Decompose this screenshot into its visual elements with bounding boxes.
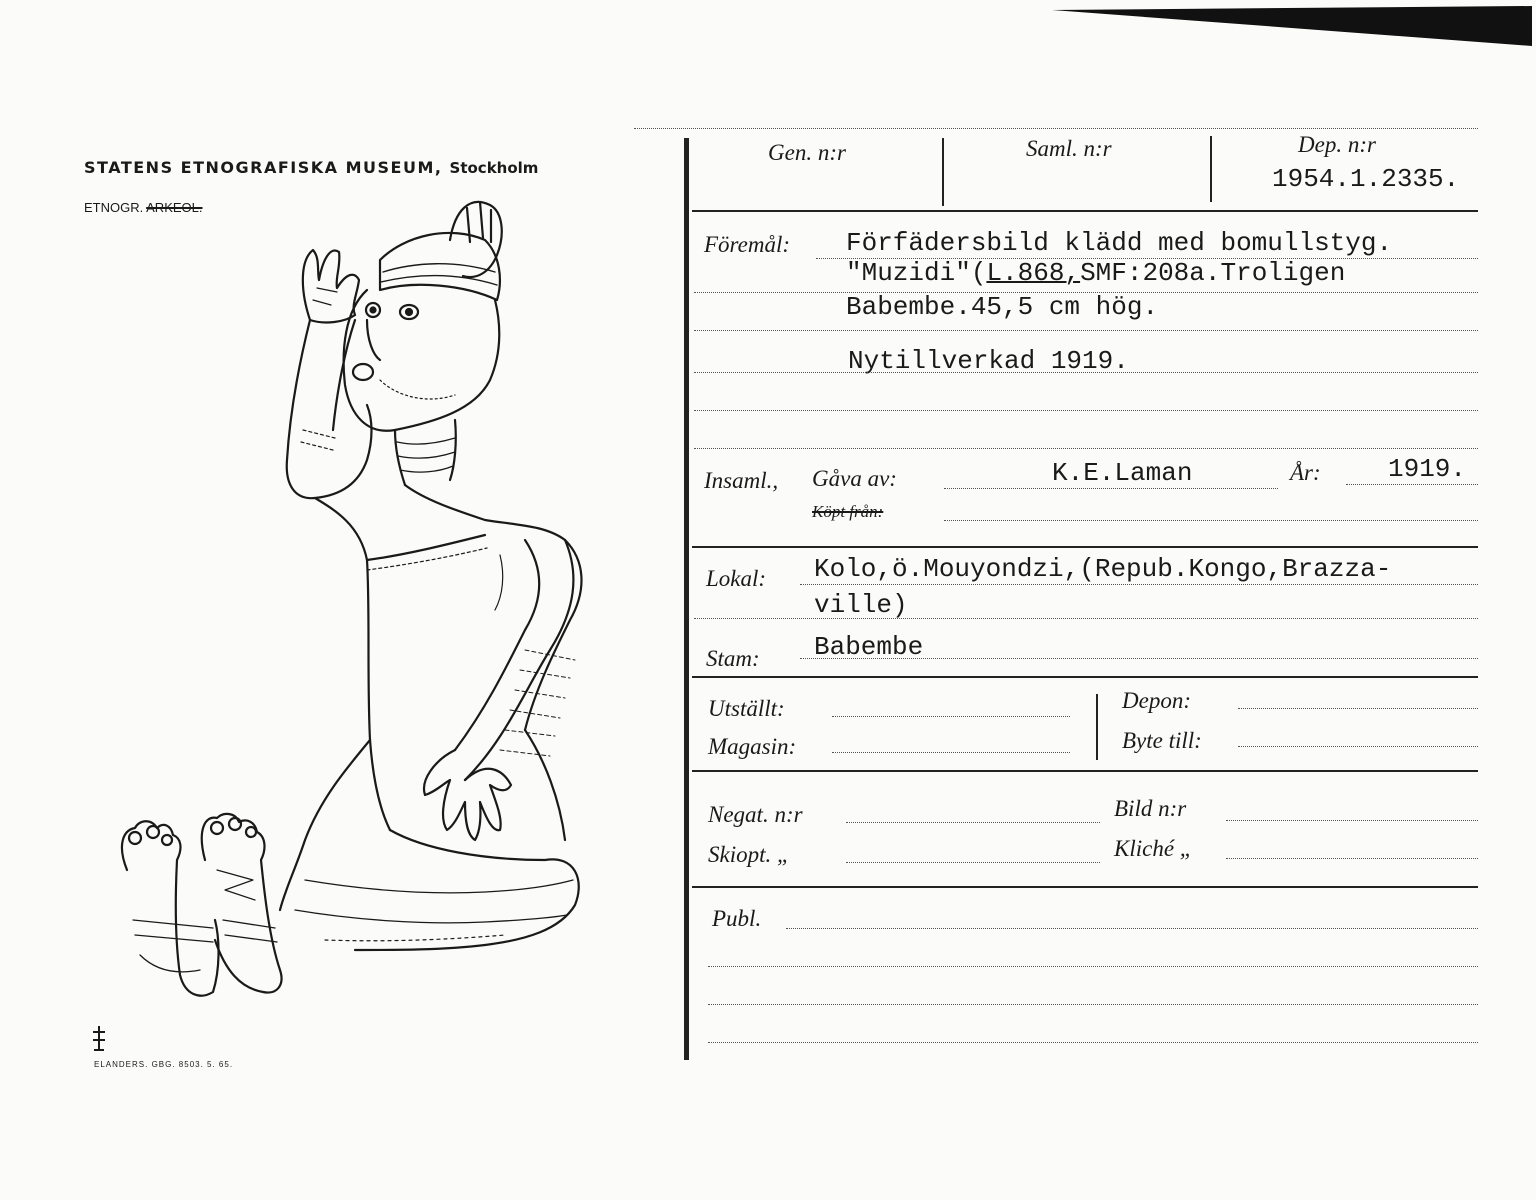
- skiopt-label: Skiopt. „: [708, 842, 790, 867]
- lokal-line-1: Kolo,ö.Mouyondzi,(Repub.Kongo,Brazza-: [814, 554, 1392, 584]
- kliche-label: Kliché „: [1114, 836, 1193, 861]
- negat-dots: [846, 822, 1100, 823]
- foremal-line-2b: L.868,: [986, 258, 1081, 288]
- magasin-label: Magasin:: [708, 734, 797, 759]
- gava-label: Gåva av:: [812, 466, 897, 491]
- dep-nr-label: Dep. n:r: [1298, 132, 1376, 157]
- skiopt-dots: [846, 862, 1100, 863]
- foremal-line-2: [846, 258, 1345, 288]
- ar-value: 1919.: [1388, 454, 1467, 484]
- depon-dots: [1238, 708, 1478, 709]
- kliche-dots: [1226, 858, 1478, 859]
- gen-nr-label: Gen. n:r: [768, 140, 846, 165]
- lokal-line-2: ville): [814, 590, 908, 620]
- stam-label: Stam:: [706, 646, 760, 671]
- ar-dots: [1346, 484, 1478, 485]
- museum-name: STATENS ETNOGRAFISKA MUSEUM,: [84, 158, 443, 177]
- printer-logo-icon: [90, 1024, 108, 1054]
- gava-value: K.E.Laman: [1052, 458, 1193, 488]
- ar-label: År:: [1290, 460, 1321, 485]
- gen-saml-divider: [942, 138, 944, 206]
- foremal-line-2c: SMF:208a.Troligen: [1080, 258, 1346, 288]
- utstallt-dots: [832, 716, 1070, 717]
- card-top-edge: [634, 128, 1478, 129]
- foremal-line-1: Förfädersbild klädd med bomullstyg.: [846, 228, 1393, 258]
- negat-label: Negat. n:r: [708, 802, 803, 827]
- publ-dots-3: [708, 1004, 1478, 1005]
- gava-dots: [944, 488, 1278, 489]
- saml-dep-divider: [1210, 136, 1212, 202]
- kopt-dots: [944, 520, 1478, 521]
- lokal-dots-1: [800, 584, 1478, 585]
- printer-imprint: ELANDERS. GBG. 8503. 5. 65.: [94, 1060, 234, 1069]
- magasin-dots: [832, 752, 1070, 753]
- utstallt-depon-divider: [1096, 694, 1098, 760]
- publ-dots-1: [786, 928, 1478, 929]
- rule-2: [692, 546, 1478, 548]
- card-left-border: [684, 138, 689, 1060]
- insaml-label: Insaml.,: [704, 468, 779, 493]
- department-prefix: ETNOGR.: [84, 200, 144, 215]
- bild-label: Bild n:r: [1114, 796, 1187, 821]
- lokal-label: Lokal:: [706, 566, 767, 591]
- foremal-dots-5: [694, 410, 1478, 411]
- stam-value: Babembe: [814, 632, 924, 662]
- kopt-fran-struck: Köpt från:: [812, 502, 884, 521]
- rule-5: [692, 886, 1478, 888]
- saml-nr-label: Saml. n:r: [1026, 136, 1112, 161]
- dep-nr-value: 1954.1.2335.: [1272, 164, 1460, 194]
- rule-4: [692, 770, 1478, 772]
- foremal-label: Föremål:: [704, 232, 791, 257]
- publ-dots-4: [708, 1042, 1478, 1043]
- stam-dots: [800, 658, 1478, 659]
- publ-label: Publ.: [712, 906, 762, 931]
- foremal-line-3: Babembe.45,5 cm hög.: [846, 292, 1159, 322]
- ancestor-figure-illustration: [105, 180, 595, 1010]
- foremal-dots-6: [694, 448, 1478, 449]
- depon-label: Depon:: [1122, 688, 1191, 713]
- foremal-dots-3: [694, 330, 1478, 331]
- rule-3: [692, 676, 1478, 678]
- department-struck: ARKEOL.: [146, 200, 203, 215]
- utstallt-label: Utställt:: [708, 696, 785, 721]
- museum-header: [84, 158, 538, 177]
- foremal-line-2a: "Muzidi"(: [846, 258, 987, 288]
- foremal-line-4: Nytillverkad 1919.: [848, 346, 1129, 376]
- rule-1: [692, 210, 1478, 212]
- byte-dots: [1238, 746, 1478, 747]
- byte-till-label: Byte till:: [1122, 728, 1202, 753]
- museum-location: Stockholm: [449, 159, 539, 177]
- card-edge-shadow: [1052, 6, 1532, 46]
- publ-dots-2: [708, 966, 1478, 967]
- foremal-dots-4: [694, 372, 1478, 373]
- bild-dots: [1226, 820, 1478, 821]
- lokal-dots-2: [694, 618, 1478, 619]
